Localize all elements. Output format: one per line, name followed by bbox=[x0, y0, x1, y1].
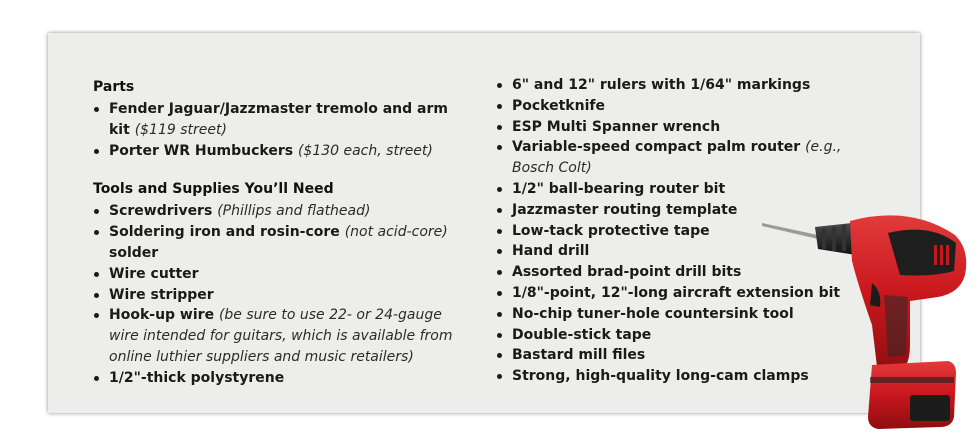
list-item: Porter WR Humbuckers ($130 each, street) bbox=[93, 141, 473, 162]
cordless-drill-icon bbox=[760, 205, 975, 433]
list-item: Pocketknife bbox=[496, 96, 886, 117]
list-item: No-chip tuner-hole countersink tool bbox=[496, 304, 886, 325]
parts-list bbox=[93, 99, 473, 161]
list-item: Wire cutter bbox=[93, 264, 473, 285]
list-item: Hook-up wire (be sure to use 22- or 24-gauge wire intended for guitars, which is available from online luthier suppliers and music retailers) bbox=[93, 305, 473, 367]
list-item: Strong, high-quality long-cam clamps bbox=[496, 366, 886, 387]
left-column bbox=[93, 78, 473, 389]
list-item: 1/2" ball-bearing router bit bbox=[496, 179, 886, 200]
list-item: Low-tack protective tape bbox=[496, 221, 886, 242]
list-item: Double-stick tape bbox=[496, 325, 886, 346]
list-item: Bastard mill files bbox=[496, 345, 886, 366]
list-item: 1/8"-point, 12"-long aircraft extension bit bbox=[496, 283, 886, 304]
tools-list-left bbox=[93, 201, 473, 388]
list-item: 6" and 12" rulers with 1/64" markings bbox=[496, 75, 886, 96]
list-item: Hand drill bbox=[496, 241, 886, 262]
list-item: 1/2"-thick polystyrene bbox=[93, 368, 473, 389]
list-item: Variable-speed compact palm router (e.g., Bosch Colt) bbox=[496, 137, 886, 179]
tools-heading: Tools and Supplies You’ll Need bbox=[93, 181, 334, 198]
parts-heading: Parts bbox=[93, 79, 135, 95]
list-item: Soldering iron and rosin-core (not acid-core) solder bbox=[93, 222, 473, 264]
list-item: Screwdrivers (Phillips and flathead) bbox=[93, 201, 473, 222]
list-item: ESP Multi Spanner wrench bbox=[496, 117, 886, 138]
list-item: Wire stripper bbox=[93, 285, 473, 306]
list-item: Fender Jaguar/Jazzmaster tremolo and arm kit ($119 street) bbox=[93, 99, 473, 141]
list-item: Assorted brad-point drill bits bbox=[496, 262, 886, 283]
list-item: Jazzmaster routing template bbox=[496, 200, 886, 221]
